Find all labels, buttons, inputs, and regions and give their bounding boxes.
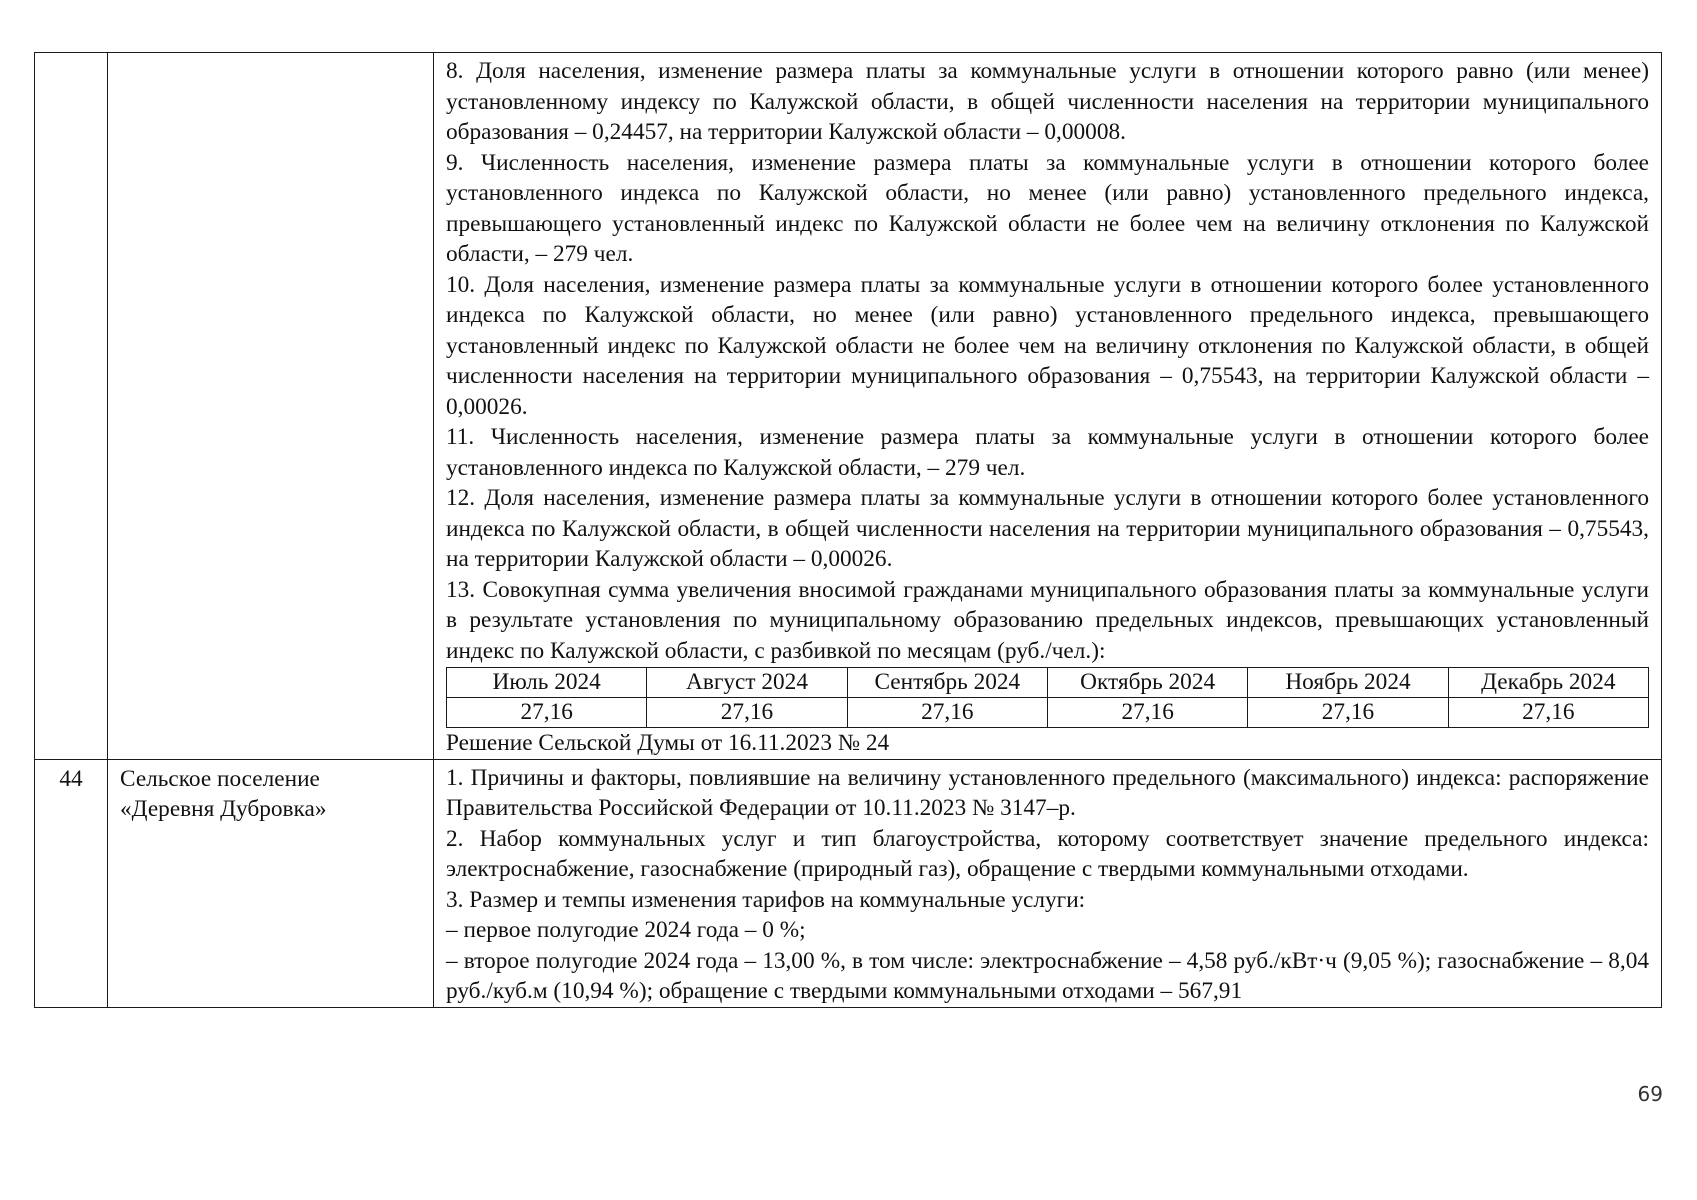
tariff-second-half: – второе полугодие 2024 года – 13,00 %, в том числе: электроснабжение – 4,58 руб./кВт·ч (9,05 %); газоснабжение – 8,04 руб./куб.м (10,94 %); обращение с твердыми коммунальными отходами – 567,91 (446, 947, 1649, 1004)
row-number-cell (35, 53, 108, 760)
paragraph-9: 9. Численность населения, изменение размера платы за коммунальные услуги в отношении которого более установленного индекса по Калужской области, но менее (или равно) установленного предельного индекса, превышающего установленный индекс по Калужской области не более чем на величину отклонения по Калужской области, – 279 чел. (446, 149, 1649, 267)
row-details-cell (434, 759, 1662, 1007)
municipality-name-cell (108, 53, 434, 760)
paragraph-1: 1. Причины и факторы, повлиявшие на величину установленного предельного (максимального) индекса: распоряжение Правительства Российской Федерации от 10.11.2023 № 3147–р. (446, 764, 1649, 821)
month-value: 27,16 (647, 698, 847, 728)
paragraph-11: 11. Численность населения, изменение размера платы за коммунальные услуги в отношении которого более установленного индекса по Калужской области, – 279 чел. (446, 424, 1649, 481)
month-header: Ноябрь 2024 (1248, 668, 1448, 698)
monthly-amount-table (446, 667, 1649, 728)
municipality-name-cell (108, 759, 434, 1007)
row-details-cell (434, 53, 1662, 760)
table-row (35, 53, 1662, 760)
paragraph-3: 3. Размер и темпы изменения тарифов на коммунальные услуги: (446, 886, 1086, 913)
month-header: Сентябрь 2024 (847, 668, 1047, 698)
paragraph-2: 2. Набор коммунальных услуг и тип благоустройства, которому соответствует значение предельного индекса: электроснабжение, газоснабжение (природный газ), обращение с твердыми коммунальными отходами. (446, 825, 1649, 882)
tariff-first-half: – первое полугодие 2024 года – 0 %; (446, 917, 806, 943)
month-header: Октябрь 2024 (1047, 668, 1247, 698)
month-header-row (447, 668, 1649, 698)
row-number-cell: 44 (35, 759, 108, 1007)
month-header: Декабрь 2024 (1448, 668, 1648, 698)
paragraph-13: 13. Совокупная сумма увеличения вносимой гражданами муниципального образования платы за коммунальные услуги в результате установления по муниципальному образованию предельных индексов, превышающих установленный индекс по Калужской области, с разбивкой по месяцам (руб./чел.): (446, 576, 1649, 664)
month-value-row (447, 698, 1649, 728)
page-number: 69 (1637, 1082, 1663, 1106)
paragraph-10: 10. Доля населения, изменение размера платы за коммунальные услуги в отношении которого более установленного индекса по Калужской области, но менее (или равно) установленного предельного индекса, превышающего установленный индекс по Калужской области не более чем на величину отклонения по Калужской области, в общей численности населения на территории муниципального образования – 0,75543, на территории Калужской области – 0,00026. (446, 271, 1649, 420)
document-table (34, 52, 1662, 1008)
paragraph-12: 12. Доля населения, изменение размера платы за коммунальные услуги в отношении которого более установленного индекса по Калужской области, в общей численности населения на территории муниципального образования – 0,75543, на территории Калужской области – 0,00026. (446, 485, 1649, 572)
month-header: Август 2024 (647, 668, 847, 698)
month-value: 27,16 (1448, 698, 1648, 728)
month-value: 27,16 (1047, 698, 1247, 728)
table-row (35, 759, 1662, 1007)
month-value: 27,16 (1248, 698, 1448, 728)
decision-reference: Решение Сельской Думы от 16.11.2023 № 24 (446, 730, 890, 756)
month-value: 27,16 (847, 698, 1047, 728)
municipality-name-line2: «Деревня Дубровка» (120, 796, 327, 822)
paragraph-8: 8. Доля населения, изменение размера платы за коммунальные услуги в отношении которого равно (или менее) установленному индексу по Калужской области, в общей численности населения на территории муниципального образования – 0,24457, на территории Калужской области – 0,00008. (446, 58, 1649, 145)
month-header: Июль 2024 (447, 668, 647, 698)
month-value: 27,16 (447, 698, 647, 728)
municipality-name-line1: Сельское поселение (120, 765, 320, 792)
